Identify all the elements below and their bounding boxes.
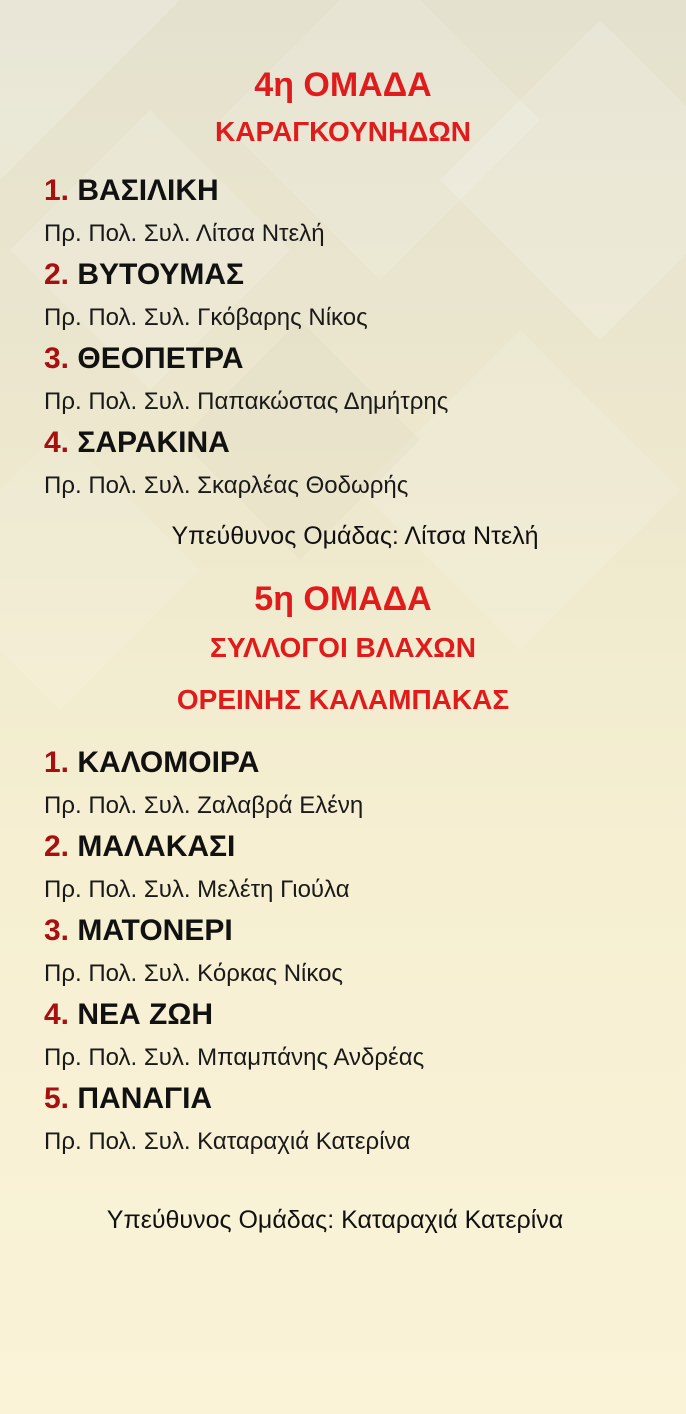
group-5-entry-5-name (44, 1082, 212, 1116)
village-name: ΘΕΟΠΕΤΡΑ (77, 342, 244, 375)
village-name: ΒΥΤΟΥΜΑΣ (77, 258, 245, 291)
group-5-entry-1-name (44, 746, 259, 780)
village-name: ΣΑΡΑΚΙΝΑ (77, 426, 230, 459)
group-5-entry-3-president: Πρ. Πολ. Συλ. Κόρκας Νίκος (44, 960, 343, 987)
entry-number: 3. (44, 914, 70, 947)
group-4-entry-1-name (44, 174, 219, 208)
group-5-entry-5-president: Πρ. Πολ. Συλ. Καταραχιά Κατερίνα (44, 1128, 411, 1155)
group-4-title: 4η ΟΜΑΔΑ (254, 66, 432, 104)
entry-number: 1. (44, 746, 70, 779)
village-name: ΝΕΑ ΖΩΗ (77, 998, 214, 1031)
group-4-leader: Υπεύθυνος Ομάδας: Λίτσα Ντελή (171, 522, 539, 550)
group-5-entry-2-name (44, 830, 235, 864)
group-4-subtitle: ΚΑΡΑΓΚΟΥΝΗΔΩΝ (215, 116, 471, 147)
group-5-entry-2-president: Πρ. Πολ. Συλ. Μελέτη Γιούλα (44, 876, 350, 903)
group-4-entry-3-president: Πρ. Πολ. Συλ. Παπακώστας Δημήτρης (44, 388, 449, 415)
village-name: ΜΑΤΟΝΕΡΙ (77, 914, 233, 947)
entry-number: 3. (44, 342, 70, 375)
entry-number: 4. (44, 426, 70, 459)
entry-number: 4. (44, 998, 70, 1031)
entry-number: 2. (44, 258, 70, 291)
group-4-entry-4-president: Πρ. Πολ. Συλ. Σκαρλέας Θοδωρής (44, 472, 409, 499)
village-name: ΜΑΛΑΚΑΣΙ (77, 830, 236, 863)
group-4-entry-4-name (44, 426, 230, 460)
entry-number: 1. (44, 174, 70, 207)
group-4-entry-2-name (44, 258, 244, 292)
group-5-leader: Υπεύθυνος Ομάδας: Καταραχιά Κατερίνα (106, 1206, 564, 1234)
entry-number: 5. (44, 1082, 70, 1115)
group-5-subtitle-2: ΟΡΕΙΝΗΣ ΚΑΛΑΜΠΑΚΑΣ (176, 684, 510, 715)
entry-number: 2. (44, 830, 70, 863)
village-name: ΚΑΛΟΜΟΙΡΑ (77, 746, 260, 779)
group-5-title: 5η ΟΜΑΔΑ (254, 580, 432, 618)
group-5-entry-1-president: Πρ. Πολ. Συλ. Ζαλαβρά Ελένη (44, 792, 364, 819)
group-5-entry-4-name (44, 998, 213, 1032)
group-5-entry-4-president: Πρ. Πολ. Συλ. Μπαμπάνης Ανδρέας (44, 1044, 425, 1071)
village-name: ΒΑΣΙΛΙΚΗ (77, 174, 219, 207)
group-4-entry-2-president: Πρ. Πολ. Συλ. Γκόβαρης Νίκος (44, 304, 368, 331)
group-5-subtitle-1: ΣΥΛΛΟΓΟΙ ΒΛΑΧΩΝ (210, 632, 476, 663)
group-4-entry-3-name (44, 342, 244, 376)
group-4-entry-1-president: Πρ. Πολ. Συλ. Λίτσα Ντελή (44, 220, 325, 247)
group-5-entry-3-name (44, 914, 233, 948)
village-name: ΠΑΝΑΓΙΑ (77, 1082, 213, 1115)
